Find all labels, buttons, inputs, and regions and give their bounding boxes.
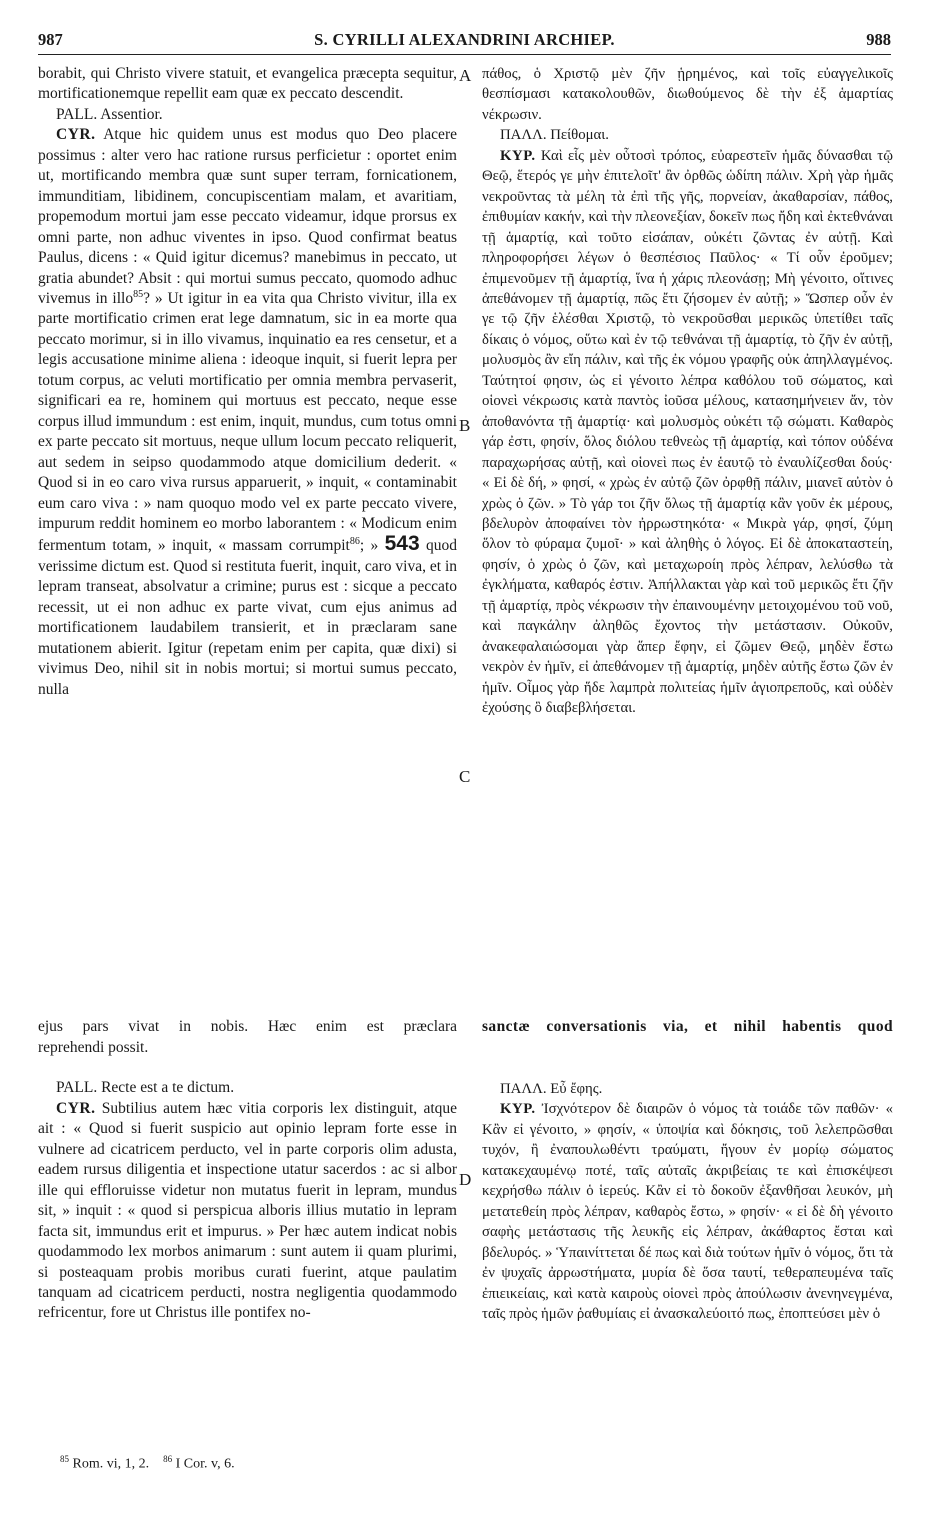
greek-paragraph: πάθος, ὁ Χριστῷ μὲν ζῆν ᾑρημένος, καὶ τοῖς εὐαγγελικοῖς θεσπίσμασι κατακολουθῶν, διωθούμενος δὲ τὴν ἐξ ἁμαρτίας νέκρωσιν. — [482, 66, 893, 123]
margin-letter-a: A — [459, 66, 472, 85]
footnote-text: I Cor. v, 6. — [175, 1456, 235, 1472]
latin-text: Subtilius autem hæc vitia corporis lex distinguit, atque ait : « Quod si fuerit suspicio aut opinio lepram forte esse in vulnere ad cicatricem perducto, vel in parte corporis olim adusta, eadem rursus diligentia et inspectione utatur sacerdos : ac si albor ille qui effloruisse videtur non mutatus fuerit in lepram, mundus sit, » inquit : « quod si perspicua alboris illius mutatio in lepram facta sit, immundus erit et impurus. » Per hæc autem indicat nobis quodammodo lex morbos animarum : sunt autem ii quam plurimi, si posteaquam probis moribus curati fuerint, atque paulatim tanquam ad cicatricem perducti, nostra negligentia quodammodo refricentur, fore ut Christus ille pontifex no- — [38, 1099, 458, 1322]
latin-column-top — [38, 64, 457, 700]
speaker-label: ΚΥΡ. — [500, 147, 536, 164]
speaker-label: ΚΥΡ. — [500, 1101, 536, 1118]
latin-paragraph — [38, 1099, 457, 1324]
page-number-left: 987 — [38, 30, 63, 49]
footnote-text: Rom. vi, 1, 2. — [72, 1456, 150, 1472]
latin-paragraph: reprehendi possit. — [38, 1039, 149, 1056]
greek-column-top — [482, 64, 893, 719]
spanning-line-left: ejus pars vivat in nobis. Hæc enim est præclara — [38, 1018, 457, 1035]
latin-speaker-line: PALL. Recte est a te dictum. — [56, 1079, 235, 1097]
greek-text: Ἰσχνότερον δὲ διαιρῶν ὁ νόμος τὰ τοιάδε τῶν παθῶν· « Κἂν εἰ γένοιτο, » φησίν, « ὑποψία καὶ δόκησις, τοῦ λελεπρῶσθαι τυχόν, ἢ ἐναπουλωθέντι τραύματι, ἤγουν ἐν μορίῳ σώματος κατακεχαυμένῳ ποτέ, ταῖς αὐταῖς ἀκριβείαις τε καὶ ἐπισκέψεσι κεχρήσθω πάλιν ὁ ἱερεύς. Κἂν εἰ τὸ δοκοῦν ἐξανθῆσαι λευκόν, μὴ μετατεθείη πρὸς λέπραν, καθαρὸς ἔστω, » φησίν· « εἰ δὲ δὴ γένοιτο σαφὴς μετάστασις τῆς λευκῆς εἰς λέπραν, ἀκάθαρτος ἔσται καὶ βδελυρός. » Ὑπαινίττεται δέ πως καὶ διὰ τούτων ἡμῖν ὁ νόμος, ὅτι τὰ ἐν ψυχαῖς ἀρρωστήματα, μυρία δὲ ὅσα ταυτί, τεθεραπευμένα ταῖς ἐπιεικείαις, καὶ κατὰ καιροὺς οἱονεὶ πρὸς ἀπούλωσιν ἀνενηνεγμένα, ταῖς πρὸς ἡμῶν ῥαθυμίαις εἰ ἀνασκαλεύοιτό πως, ἐποπτεύσει μὲν ὁ — [482, 1101, 893, 1322]
footnote-number: 85 — [60, 1454, 69, 1464]
running-title: S. CYRILLI ALEXANDRINI ARCHIEP. — [314, 30, 615, 49]
spanning-line-right: sanctæ conversationis via, et nihil habentis quod — [482, 1018, 893, 1035]
latin-paragraph: borabit, qui Christo vivere statuit, et evangelica præcepta sequitur, mortificationemque repellit eam quæ ex peccato descendit. — [38, 65, 457, 103]
column-number: 543 — [384, 532, 420, 556]
greek-text: Καὶ εἷς μὲν οὗτοσὶ τρόπος, εὐαρεστεῖν ἡμᾶς δύνασθαι τῷ Θεῷ, ἕτερός γε μὴν ἐπιτελοῖτ' ἂν ὀρθῶς ὡδίπη πάλιν. Χρὴ γὰρ ἡμᾶς νεκροῦντας τὰ μέλη τὰ ἐπὶ τῆς γῆς, πορνείαν, ἀκαθαρσίαν, πάθος, ἐπιθυμίαν κακήν, καὶ τὴν πλεονεξίαν, δοκεῖν πως ἤδη καὶ ἐκτεθνάναι τῇ ἁμαρτίᾳ, καὶ τοῦτο εἰσάπαν, οὐκέτι ζῶντας ἐν αὐτῇ. Καὶ πληροφορήσει λέγων ὁ θεσπέσιος Παῦλος· « Τί οὖν ἐροῦμεν; ἐπιμενοῦμεν τῇ ἁμαρτίᾳ, ἵνα ἡ χάρις πλεονάσῃ; Μὴ γένοιτο, οἵτινες ἀπεθάνομεν τῇ ἁμαρτίᾳ, πῶς ἔτι ζήσομεν ἐν αὐτῇ; » Ὥσπερ οὖν ἐν γε τῷ ζῆν ἑλέσθαι Χριστῷ, τὸ νεκροῦσθαι μερικῶς ὑπετίθει ταῖς δίκαις ὁ νόμος, οὕτω καὶ ἐν τῷ τεθνάναι τῇ ἁμαρτίᾳ, τὸ ζῆν ἐν αὐτῇ, μολυσμὸς ἂν εἴη πάλιν, καὶ τῆς ἐκ νόμου γραφῆς οὐκ ἀπηλλαγμένος. Ταύτητοί φησιν, ὡς εἰ γένοιτο λέπρα καθόλου τοῦ σώματος, καὶ οἱονεὶ νέκρωσις κατὰ παντὸς ἰοῦσα μέλους, κατασημήνειεν ἄν, τὸν ἀποθανόντα τῇ ἁμαρτίᾳ· καὶ μολυσμὸς οὐκέτι τῷ σώματι. Καθαρὸς γάρ ἐστι, φησίν, ὅλος διόλου τεθνεὼς τῇ ἁμαρτίᾳ, καὶ τόπον οὐδένα παραχωρήσας αὐτῇ, καὶ οἱονεὶ πως ἐν ἑαυτῷ τὸ ἐναυλίζεσθαι δούς· « Εἰ δὲ δή, » φησί, « χρὼς ἐν αὐτῷ ζῶν ὀρφθῇ πάλιν, μιανεῖ αὐτὸν ὁ χρὼς ὁ ζῶν. » Τὸ γάρ τοι ζῆν ὅλως τῇ ἁμαρτίᾳ κἂν γοῦν ἐκ μέρους, βδελυρὸν ἀποφαίνει τὸν ἠρρωστηκότα· « Μικρὰ γάρ, φησί, ζύμη ὅλον τὸ φύραμα ζυμοῖ· » καὶ ἀληθὴς ὁ λόγος. Εἰ δὲ ἀποκαταστείη, φησίν, ὁ χρὼς ὁ ζῶν, καὶ μεταχωροίη πρὸς λέπραν, λελύσθω τὰ ἐγκλήματα, καθαρός ἐστιν. Ἀπήλλακται γὰρ καὶ τοῦ μερικῶς ἔτι ζῆν τῇ ἁμαρτίᾳ, πρὸς νέκρωσιν τὴν ἐπαινουμένην μετοιχομένου τοῦ νοῦ, καὶ παγκάλην ἀληθῶς ἔχοντος τὴν μετάστασιν. Οὐκοῦν, ἀνακεφαλαιώσομαι γὰρ ἅπερ ἔφην, εἰ ζῶμεν Θεῷ, μηδὲν ἔστω νεκρὸν ἐν ἡμῖν, εἰ ἀπεθάνομεν τῇ ἁμαρτίᾳ, μηδὲν αὐτῆς ἔστω ζῶν ἐν ἡμῖν. Οἶμος γὰρ ἥδε λαμπρὰ πολιτείας ἡμῖν ἁγιοπρεποῦς, καὶ οὐδὲν ἐχούσης ὃ διαβεβλήσεται. — [482, 147, 893, 717]
footnote-number: 86 — [163, 1454, 173, 1464]
footnote-ref: 85 — [133, 288, 144, 300]
greek-paragraph — [482, 146, 893, 719]
latin-speaker-line: PALL. Assentior. — [56, 105, 163, 123]
footnotes — [60, 1454, 235, 1473]
latin-text: Atque hic quidem unus est modus quo Deo placere possimus : alter vero hac ratione rursus perficietur : oportet enim ut, mortificando membra quæ sunt super terram, fornicationem, immunditiam, libidinem, concupiscentiam malam, et avaritiam, propemodum mortui jam esse peccato videamur, idque prorsus ex omni parte, non adhuc viventes in ipso. Quod confirmat beatus Paulus, dicens : « Quid igitur dicemus? manebimus in peccato, ut gratia abundet? Absit : qui mortui sumus peccato, quomodo adhuc vivemus in illo — [38, 126, 457, 307]
latin-text: ? » Ut igitur in ea vita qua Christo vivitur, illa ex parte mortificatio crimen erat lege damnatum, sic in ea morte qua peccato morimur, si in illo vivamus, inquinatio ea res censetur, et a legis accusatione minime aliena : ideoque inquit, si fuerit lepra per totum corpus, ac veluti mortificatio per omnia membra pervaserit, significari ea re, hominem qui mortuus est peccato, neque esse corpus illud immundum : est enim, inquit, mundus, cum totus omni ex parte peccato sit mortuus, neque ullum locum peccato reliquerit, aut sedem in seipso quodammodo atque domicilium dederit. « Quod si in eo caro viva rursus apparuerit, » inquit, « contaminabit eum caro viva : » nam quoquo modo vel ex parte peccato vivere, impurum reddit hominem eo morbo laborantem : « Modicum enim fermentum totam, » inquit, « massam corrumpit — [38, 289, 458, 555]
speaker-label: CYR. — [56, 1099, 96, 1117]
latin-column-bottom — [38, 1038, 457, 1324]
greek-paragraph — [482, 1099, 893, 1324]
greek-speaker-line: ΠΑΛΛ. Πείθομαι. — [500, 127, 609, 144]
greek-speaker-line: ΠΑΛΛ. Εὖ ἔφης. — [500, 1081, 603, 1097]
page-number-right: 988 — [866, 30, 891, 49]
margin-letter-c: C — [459, 767, 471, 786]
running-header — [38, 30, 891, 55]
greek-column-bottom — [482, 1079, 893, 1324]
latin-paragraph — [38, 125, 457, 700]
margin-letter-b: B — [459, 416, 471, 435]
latin-text: ; » — [359, 537, 379, 555]
margin-letter-d: D — [459, 1170, 472, 1189]
speaker-label: CYR. — [56, 126, 96, 144]
latin-text: quod verissime dictum est. Quod si restituta fuerit, inquit, caro viva, et in lepram transeat, absolvatur a crimine; purus est : sicque a peccato recessit, ut ei non adhuc ex parte vivat, cum ejus animus ad mortificationem laudabilem transierit, et in præclaram sane mutationem abierit. Igitur (repetam enim per capita, quæ dixi) si vivimus Deo, nihil sit in nobis mortui; si mortui sumus peccato, nulla — [38, 537, 458, 698]
footnote-ref: 86 — [349, 536, 360, 548]
